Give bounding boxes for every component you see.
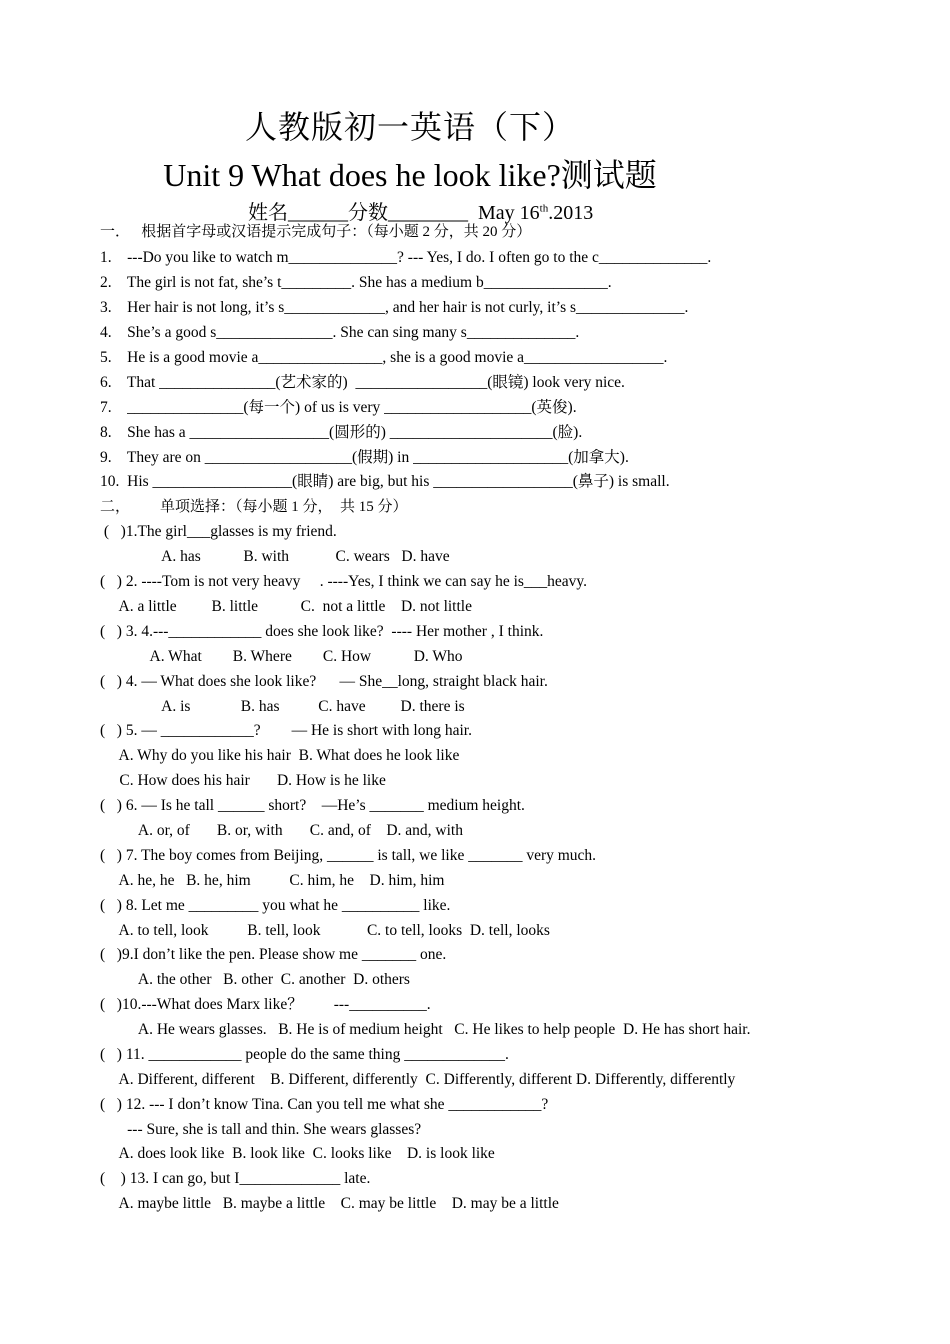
s2-line: A. or, of B. or, with C. and, of D. and, with bbox=[100, 822, 463, 839]
title-chinese: 人教版初一英语（下） bbox=[244, 109, 575, 145]
s2-line: A. has B. with C. wears D. have bbox=[100, 548, 450, 565]
name-score-date-line bbox=[248, 196, 593, 225]
s2-line: A. the other B. other C. another D. others bbox=[100, 971, 410, 988]
s1-q6: 6. That _______________(艺术家的) _________________(眼镜) look very nice. bbox=[100, 374, 625, 391]
s2-line: ( ) 12. --- I don’t know Tina. Can you tell me what she ____________? bbox=[100, 1096, 549, 1113]
s2-line: ( ) 3. 4.---____________ does she look like? ---- Her mother , I think. bbox=[100, 623, 544, 640]
date-suffix: .2013 bbox=[548, 202, 594, 224]
s1-q7: 7. _______________(每一个) of us is very ___________________(英俊). bbox=[100, 399, 577, 416]
s2-line: ( ) 11. ____________ people do the same thing _____________. bbox=[100, 1046, 509, 1063]
s2-line: ( ) 4. — What does she look like? — She__long, straight black hair. bbox=[100, 673, 548, 690]
s2-line: A. He wears glasses. B. He is of medium height C. He likes to help people D. He has short hair. bbox=[100, 1021, 751, 1038]
s2-line: A. a little B. little C. not a little D. not little bbox=[100, 598, 472, 615]
section1-heading: 一． 根据首字母或汉语提示完成句子：（每小题 2 分，共 20 分） bbox=[100, 224, 532, 240]
s2-line: ( )9.I don’t like the pen. Please show me _______ one. bbox=[100, 946, 447, 963]
s1-q10: 10. His __________________(眼睛) are big, but his __________________(鼻子) is small. bbox=[100, 473, 670, 490]
s2-line: A. Why do you like his hair B. What does he look like bbox=[100, 747, 460, 764]
s2-line: A. is B. has C. have D. there is bbox=[100, 698, 465, 715]
s1-q4: 4. She’s a good s_______________. She can sing many s______________. bbox=[100, 324, 580, 341]
section2-heading: 二， 单项选择：（每小题 1 分， 共 15 分） bbox=[100, 499, 408, 515]
s2-line: A. maybe little B. maybe a little C. may be little D. may be a little bbox=[100, 1195, 559, 1212]
s2-line: --- Sure, she is tall and thin. She wears glasses? bbox=[100, 1121, 422, 1138]
s1-q5: 5. He is a good movie a________________, she is a good movie a__________________. bbox=[100, 349, 668, 366]
s2-line: ( ) 5. — ____________? — He is short with long hair. bbox=[100, 722, 472, 739]
s2-line: A. Different, different B. Different, differently C. Differently, different D. Differently, differently bbox=[100, 1071, 736, 1088]
s2-line: ( )1.The girl___glasses is my friend. bbox=[100, 523, 337, 540]
title-english: Unit 9 What does he look like?测试题 bbox=[163, 157, 657, 193]
s2-line: ( ) 6. — Is he tall ______ short? —He’s _______ medium height. bbox=[100, 797, 525, 814]
s1-q2: 2. The girl is not fat, she’s t_________. She has a medium b________________. bbox=[100, 274, 612, 291]
s2-line: ( ) 2. ----Tom is not very heavy . ----Yes, I think we can say he is___heavy. bbox=[100, 573, 588, 590]
s1-q3: 3. Her hair is not long, it’s s_____________, and her hair is not curly, it’s s______________. bbox=[100, 299, 689, 316]
s2-line: ( ) 13. I can go, but I_____________ late. bbox=[100, 1170, 371, 1187]
date-superscript: th bbox=[539, 202, 549, 215]
s2-line: ( ) 7. The boy comes from Beijing, ______ is tall, we like _______ very much. bbox=[100, 847, 597, 864]
s2-line: C. How does his hair D. How is he like bbox=[100, 772, 386, 789]
date-prefix: May 16 bbox=[478, 202, 540, 224]
s2-line: ( )10.---What does Marx like？ ---__________. bbox=[100, 996, 431, 1013]
s2-line: ( ) 8. Let me _________ you what he __________ like. bbox=[100, 897, 451, 914]
s2-line: A. What B. Where C. How D. Who bbox=[100, 648, 463, 665]
s2-line: A. to tell, look B. tell, look C. to tell, looks D. tell, looks bbox=[100, 922, 550, 939]
name-score-fields: 姓名______分数________ bbox=[248, 202, 468, 224]
s1-q9: 9. They are on ___________________(假期) in ____________________(加拿大). bbox=[100, 449, 629, 466]
s2-line: A. does look like B. look like C. looks like D. is look like bbox=[100, 1145, 495, 1162]
s2-line: A. he, he B. he, him C. him, he D. him, him bbox=[100, 872, 445, 889]
s1-q1: 1. ---Do you like to watch m______________? --- Yes, I do. I often go to the c______________. bbox=[100, 249, 712, 266]
s1-q8: 8. She has a __________________(圆形的) _____________________(脸). bbox=[100, 424, 583, 441]
